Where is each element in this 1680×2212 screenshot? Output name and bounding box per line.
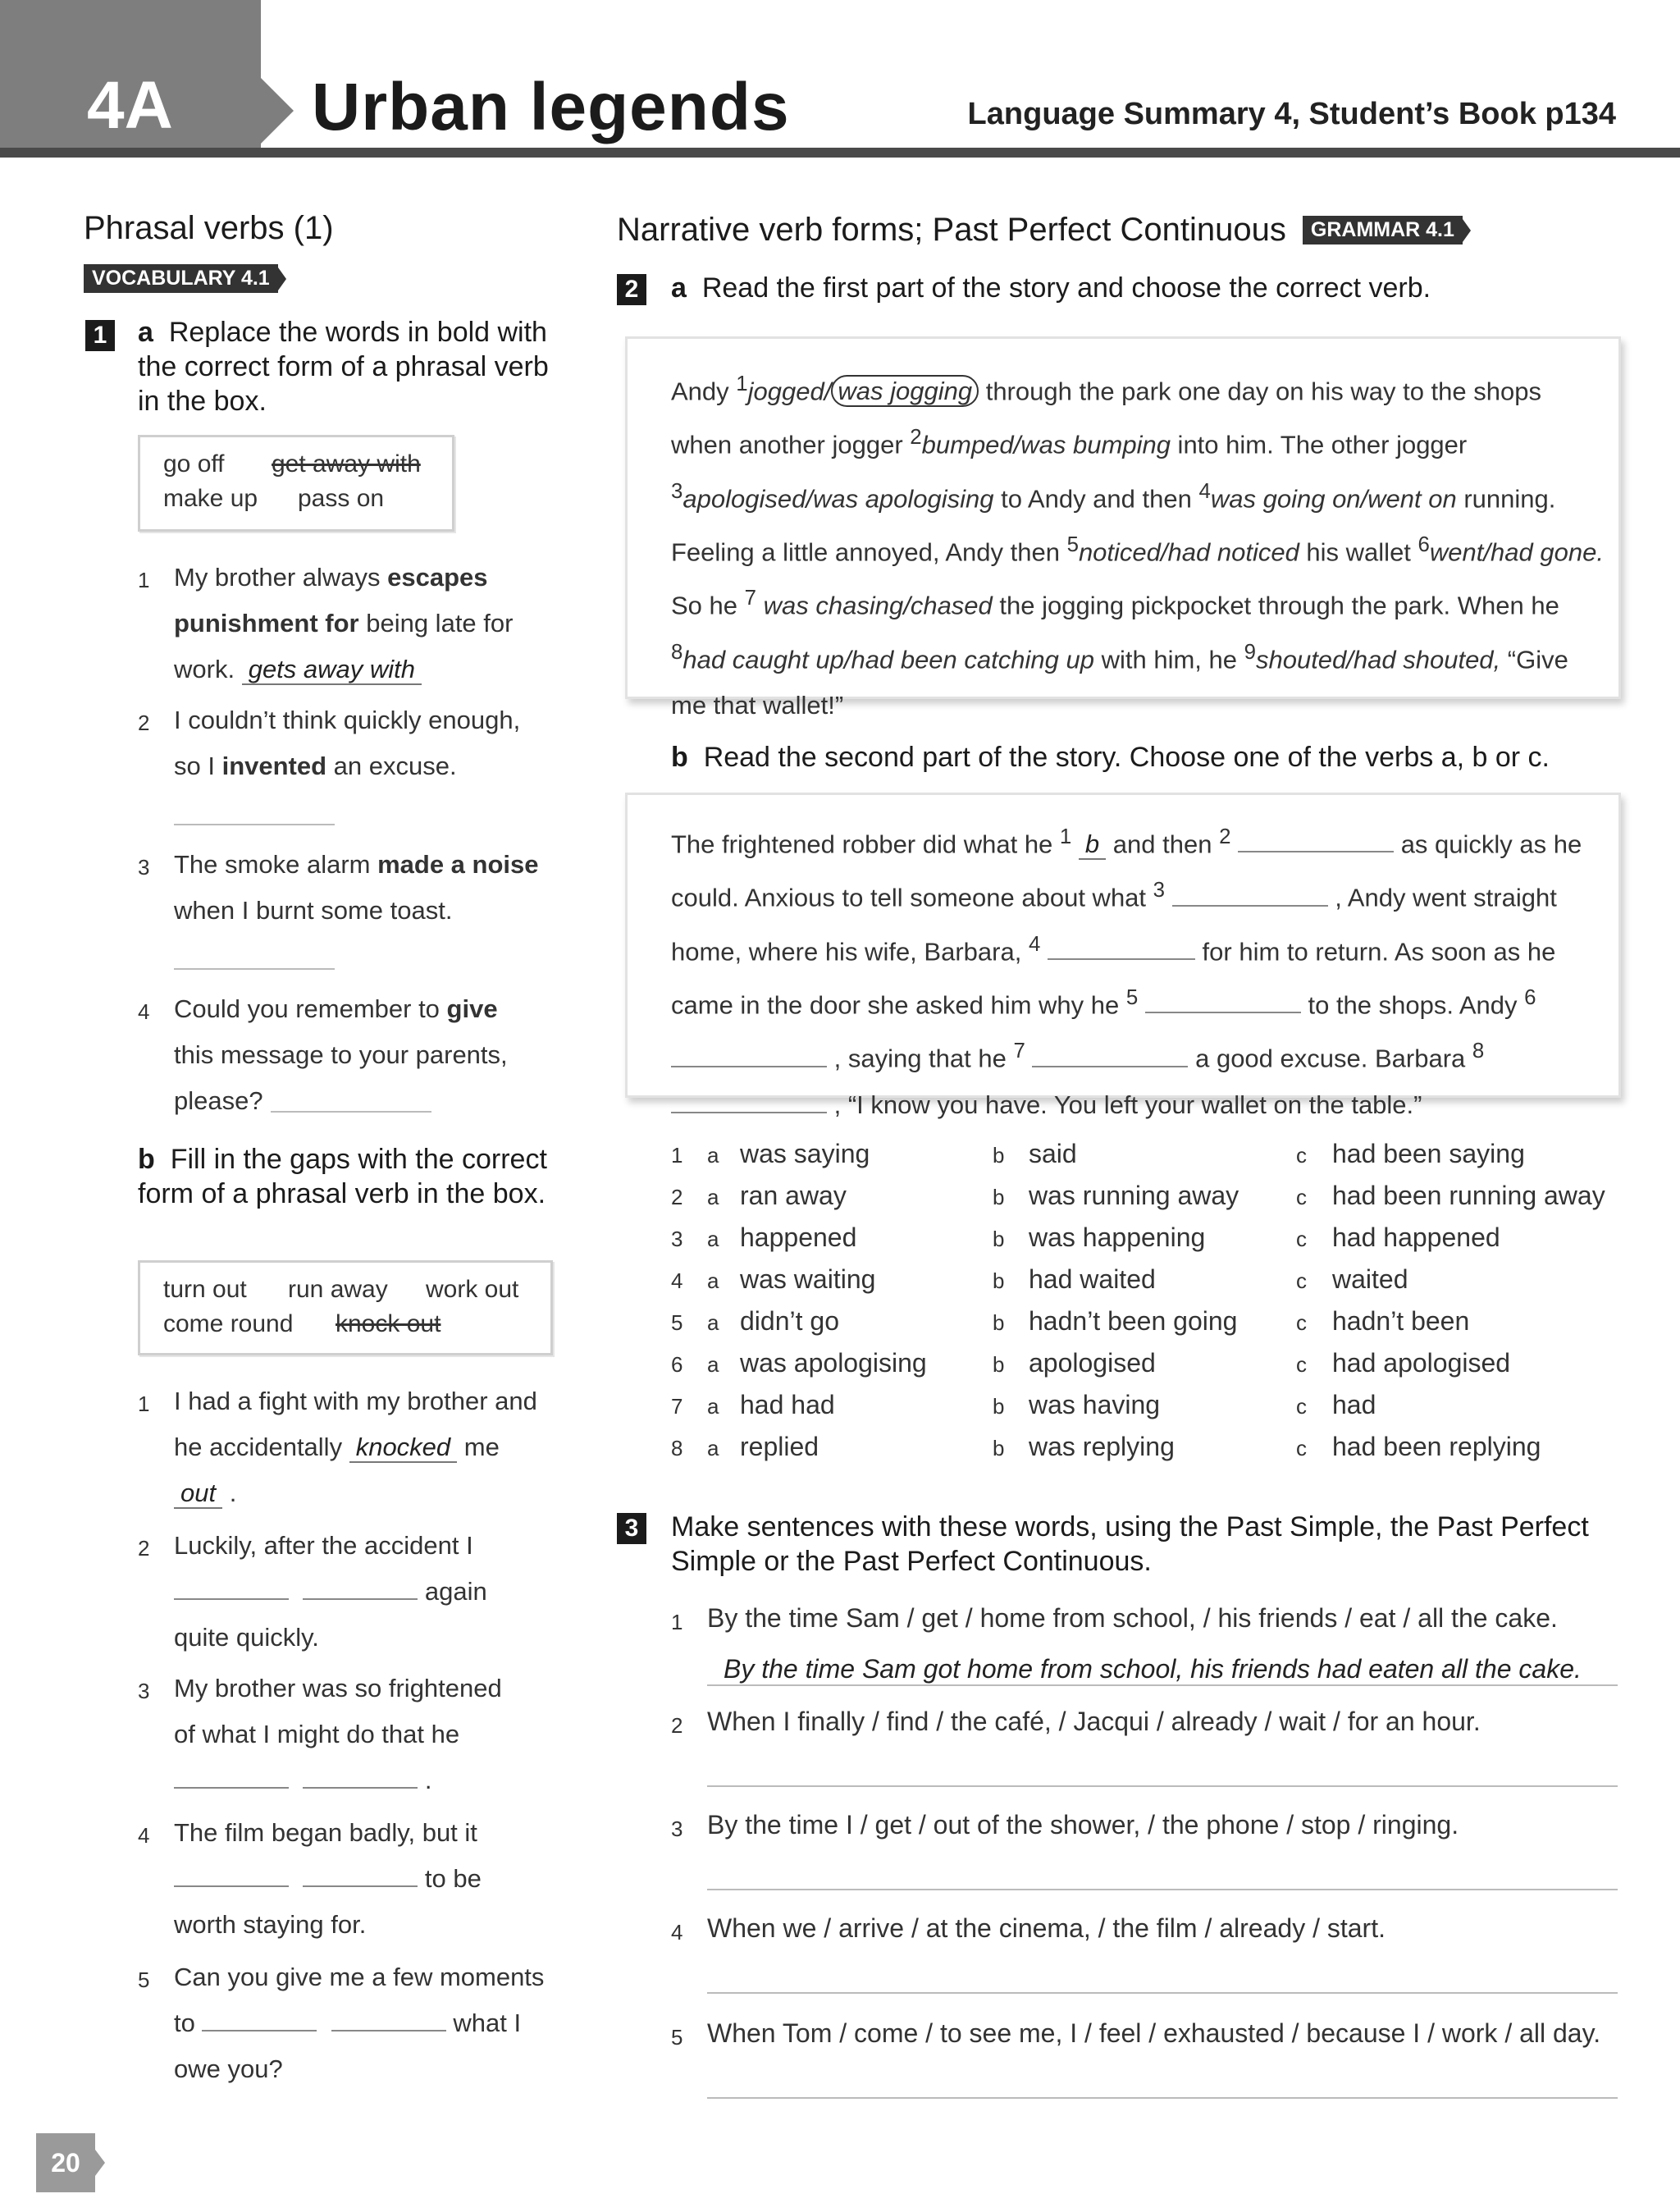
ex1a-text: Replace the words in bold with the correct form of a phrasal verb in the box. xyxy=(138,317,549,417)
word-box-a xyxy=(138,435,454,532)
ex2b-letter: b xyxy=(671,742,688,773)
option-a[interactable]: was apologising xyxy=(740,1348,927,1378)
option-letter-a: a xyxy=(707,1352,719,1377)
option-a[interactable]: had had xyxy=(740,1390,835,1419)
ex3-answer-line[interactable] xyxy=(707,1785,1618,1787)
option-number: 5 xyxy=(671,1310,683,1335)
word-box-a-item: pass on xyxy=(298,485,385,512)
answer-blank[interactable] xyxy=(1238,826,1394,852)
option-letter-c: c xyxy=(1296,1268,1307,1293)
item-text: The smoke alarm xyxy=(174,850,378,879)
option-b[interactable]: said xyxy=(1029,1139,1077,1168)
item-number: 2 xyxy=(138,1536,150,1561)
item-text: I couldn’t think quickly enough, so I xyxy=(174,706,521,780)
item-text: Could you remember to xyxy=(174,994,447,1023)
option-number: 7 xyxy=(671,1394,683,1419)
option-b[interactable]: had waited xyxy=(1029,1264,1156,1294)
item-text: I had a fight with my brother and he accidentally xyxy=(174,1387,537,1461)
item-text: quite quickly. xyxy=(174,1623,319,1652)
exercise-number-3: 3 xyxy=(617,1513,646,1544)
grammar-tag-arrow xyxy=(1463,219,1471,242)
word-box-a-item: go off xyxy=(163,450,225,478)
ex1a-item-4 xyxy=(174,986,527,1124)
item-number: 3 xyxy=(138,855,150,880)
item-number: 1 xyxy=(671,1610,683,1634)
exercise-number-1: 1 xyxy=(85,320,115,351)
ex1b-item-4 xyxy=(174,1810,551,1948)
item-number: 1 xyxy=(138,568,150,592)
page-number-arrow xyxy=(95,2150,105,2176)
word-box-b-item-struck: knock out xyxy=(336,1310,441,1337)
item-number: 3 xyxy=(138,1679,150,1703)
option-letter-c: c xyxy=(1296,1310,1307,1335)
option-a[interactable]: ran away xyxy=(740,1181,847,1210)
ex2a-instruction xyxy=(671,271,1614,305)
option-c[interactable]: had apologised xyxy=(1332,1348,1511,1378)
ex1b-letter: b xyxy=(138,1144,155,1175)
ex3-prompt-5: When Tom / come / to see me, I / feel / exhausted / because I / work / all day. xyxy=(707,2018,1601,2048)
item-text: this message to your parents, please? xyxy=(174,1040,508,1115)
answer-blank[interactable] xyxy=(331,2005,446,2031)
word-box-b-item: turn out xyxy=(163,1276,247,1303)
exercise-number-2: 2 xyxy=(617,274,646,305)
item-text: The film began badly, but it xyxy=(174,1818,477,1847)
option-letter-b: b xyxy=(993,1352,1005,1377)
item-text: being late for work. xyxy=(174,609,514,683)
unit-tab-arrow xyxy=(261,78,294,144)
item-text: an excuse. xyxy=(326,752,457,780)
option-letter-b: b xyxy=(993,1268,1005,1293)
option-c[interactable]: had been running away xyxy=(1332,1181,1605,1210)
word-box-b-item: run away xyxy=(288,1276,388,1303)
option-b[interactable]: was running away xyxy=(1029,1181,1239,1210)
ex1b-instruction xyxy=(138,1142,564,1211)
item-text: . xyxy=(424,1766,432,1794)
answer-knocked[interactable]: knocked xyxy=(349,1433,457,1463)
vocab-section-title: Phrasal verbs (1) xyxy=(84,210,334,246)
answer-blank[interactable] xyxy=(174,1861,289,1887)
item-number: 4 xyxy=(138,999,150,1024)
word-box-a-item-struck: get away with xyxy=(272,450,421,478)
option-letter-c: c xyxy=(1296,1143,1307,1168)
option-letter-a: a xyxy=(707,1394,719,1419)
answer-out[interactable]: out xyxy=(174,1478,222,1509)
ex3-instruction: Make sentences with these words, using the Past Simple, the Past Perfect Simple or the Past Perfect Continuous. xyxy=(671,1511,1589,1577)
item-number: 2 xyxy=(138,711,150,735)
ex3-prompt-3: By the time I / get / out of the shower, / the phone / stop / ringing. xyxy=(707,1810,1459,1840)
answer-blank[interactable] xyxy=(1048,934,1195,960)
ex3-prompt-1: By the time Sam / get / home from school, / his friends / eat / all the cake. xyxy=(707,1603,1558,1633)
option-b[interactable]: apologised xyxy=(1029,1348,1156,1378)
unit-code: 4A xyxy=(87,68,173,143)
unit-title: Urban legends xyxy=(312,70,790,144)
ex1b-item-1 xyxy=(174,1378,551,1516)
option-b[interactable]: hadn’t been going xyxy=(1029,1306,1238,1336)
answer-gets-away-with[interactable]: gets away with xyxy=(242,655,422,685)
option-number: 2 xyxy=(671,1185,683,1209)
ex1a-item-3 xyxy=(174,842,551,934)
answer-blank[interactable] xyxy=(1032,1041,1188,1067)
option-number: 4 xyxy=(671,1268,683,1293)
ex3-prompt-2: When I finally / find / the café, / Jacqui / already / wait / for an hour. xyxy=(707,1707,1481,1736)
item-text: again xyxy=(424,1577,487,1606)
ex1b-item-3 xyxy=(174,1666,551,1803)
word-box-a-item: make up xyxy=(163,485,258,512)
story-part-1: Andy $^1$jogged/ was jogging through the park one day on his way to the shops when another jogger $^2$bumped/was bumping into him. The other jogger $^3$apologised/was apologising to Andy and then $^4$was going on/went on running. Feeling a little annoyed, Andy then $^5$noticed/had noticed his wallet $^6$went/had gone. So he $^7$ was chasing/chased the jogging pickpocket through the park. When he $^8$had caught up/had been catching up with him, he $^9$shouted/had shouted, “Give me that wallet!” xyxy=(671,372,1604,720)
option-letter-a: a xyxy=(707,1310,719,1335)
option-c[interactable]: had been saying xyxy=(1332,1139,1525,1168)
option-number: 8 xyxy=(671,1436,683,1460)
item-bold: give xyxy=(446,994,498,1023)
option-number: 3 xyxy=(671,1227,683,1251)
option-letter-a: a xyxy=(707,1227,719,1251)
item-text: of what I might do that he xyxy=(174,1720,460,1748)
item-text: what I xyxy=(453,2009,522,2037)
ex2a-letter: a xyxy=(671,272,687,304)
grammar-heading xyxy=(617,212,1471,249)
option-letter-c: c xyxy=(1296,1352,1307,1377)
word-box-b-item: come round xyxy=(163,1310,294,1337)
option-a[interactable]: didn’t go xyxy=(740,1306,839,1336)
answer-blank[interactable] xyxy=(202,2005,317,2031)
item-text: . xyxy=(229,1478,237,1507)
item-number: 4 xyxy=(138,1823,150,1848)
item-bold: invented xyxy=(221,752,327,780)
option-letter-a: a xyxy=(707,1436,719,1460)
item-number: 5 xyxy=(671,2025,683,2050)
answer-blank[interactable] xyxy=(174,1574,289,1600)
option-letter-a: a xyxy=(707,1268,719,1293)
option-b[interactable]: was happening xyxy=(1029,1223,1206,1252)
ex2b-text: Read the second part of the story. Choose one of the verbs a, b or c. xyxy=(703,742,1550,773)
item-text: to be xyxy=(424,1864,482,1893)
page-number: 20 xyxy=(36,2133,95,2192)
answer-blank[interactable] xyxy=(174,968,335,970)
vocab-tag-arrow xyxy=(278,267,286,290)
option-a[interactable]: replied xyxy=(740,1432,819,1461)
item-number: 1 xyxy=(138,1392,150,1416)
ex3-answer-1[interactable]: By the time Sam got home from school, his friends had eaten all the cake. xyxy=(707,1654,1618,1686)
ex1b-item-5 xyxy=(174,1954,551,2092)
item-number: 5 xyxy=(138,1967,150,1992)
item-text: when I burnt some toast. xyxy=(174,896,453,925)
option-a[interactable]: was waiting xyxy=(740,1264,876,1294)
option-letter-a: a xyxy=(707,1143,719,1168)
ex1a-item-1 xyxy=(174,555,551,692)
circled-answer: was jogging xyxy=(831,375,979,407)
option-c[interactable]: had xyxy=(1332,1390,1376,1419)
item-text: My brother was so frightened xyxy=(174,1674,502,1702)
option-letter-c: c xyxy=(1296,1227,1307,1251)
item-bold: escapes punishment for xyxy=(174,563,488,638)
answer-blank[interactable] xyxy=(303,1762,418,1789)
item-number: 3 xyxy=(671,1817,683,1841)
item-text: worth staying for. xyxy=(174,1910,367,1939)
ex2a-text: Read the first part of the story and choose the correct verb. xyxy=(701,272,1431,304)
option-a[interactable]: was saying xyxy=(740,1139,870,1168)
word-box-b xyxy=(138,1260,553,1355)
option-number: 6 xyxy=(671,1352,683,1377)
item-text: Can you give me a few moments xyxy=(174,1963,545,1991)
grammar-tag-label: GRAMMAR 4.1 xyxy=(1303,216,1463,245)
ex1a-item-2 xyxy=(174,697,551,789)
ex2b-instruction xyxy=(671,740,1614,775)
item-text: Luckily, after the accident I xyxy=(174,1531,473,1560)
book-reference: Language Summary 4, Student’s Book p134 xyxy=(967,97,1616,131)
option-b[interactable]: was having xyxy=(1029,1390,1161,1419)
answer-blank[interactable] xyxy=(174,824,335,825)
item-text: My brother always xyxy=(174,563,388,592)
ex1b-text: Fill in the gaps with the correct form of a phrasal verb in the box. xyxy=(138,1144,547,1209)
answer-blank[interactable] xyxy=(671,1087,827,1113)
ex1b-item-2 xyxy=(174,1523,551,1661)
item-text: to xyxy=(174,2009,195,2037)
answer-b[interactable]: b xyxy=(1079,830,1106,860)
answer-blank[interactable] xyxy=(671,1041,827,1067)
option-letter-b: b xyxy=(993,1143,1005,1168)
option-letter-c: c xyxy=(1296,1185,1307,1209)
ex3-answer-line[interactable] xyxy=(707,1992,1618,1994)
option-c[interactable]: waited xyxy=(1332,1264,1408,1294)
ex1a-letter: a xyxy=(138,317,153,348)
item-number: 2 xyxy=(671,1713,683,1738)
answer-blank[interactable] xyxy=(271,1111,431,1113)
item-text: me xyxy=(463,1433,500,1461)
option-letter-b: b xyxy=(993,1436,1005,1460)
answer-blank[interactable] xyxy=(1172,880,1328,907)
answer-blank[interactable] xyxy=(174,1762,289,1789)
ex3-prompt-4: When we / arrive / at the cinema, / the film / already / start. xyxy=(707,1913,1386,1943)
option-letter-a: a xyxy=(707,1185,719,1209)
grammar-section-title: Narrative verb forms; Past Perfect Continuous xyxy=(617,212,1286,248)
answer-blank[interactable] xyxy=(303,1861,418,1887)
item-bold: made a noise xyxy=(377,850,539,879)
option-letter-b: b xyxy=(993,1310,1005,1335)
answer-blank[interactable] xyxy=(303,1574,418,1600)
option-letter-b: b xyxy=(993,1185,1005,1209)
verb-options-table xyxy=(671,1139,1614,1462)
word-box-b-item: work out xyxy=(426,1276,519,1303)
vocab-tag-label: VOCABULARY 4.1 xyxy=(84,264,278,293)
option-b[interactable]: was replying xyxy=(1029,1432,1175,1461)
option-c[interactable]: had happened xyxy=(1332,1223,1500,1252)
ex3-answer-line[interactable] xyxy=(707,2097,1618,2099)
item-number: 4 xyxy=(671,1920,683,1945)
item-text: owe you? xyxy=(174,2054,283,2083)
option-a[interactable]: happened xyxy=(740,1223,857,1252)
option-number: 1 xyxy=(671,1143,683,1168)
story-part-2: The frightened robber did what he $^1$ b and then $^2$ as quickly as he could. Anxious to tell someone about what $^3$ , Andy went straight home, where his wife, Barbara, $^4$ for him to return. As soon as he came in the door she asked him why he $^5$ to the shops. Andy $^6$ , saying that he $^7$ a good excuse. Barbara $^8$ , “I know you have. You left your wallet on the table.” xyxy=(671,825,1582,1119)
option-c[interactable]: hadn’t been xyxy=(1332,1306,1470,1336)
option-letter-c: c xyxy=(1296,1436,1307,1460)
header-rule xyxy=(0,148,1680,158)
ex1a-instruction xyxy=(138,315,564,418)
option-letter-b: b xyxy=(993,1227,1005,1251)
ex3-answer-line[interactable] xyxy=(707,1889,1618,1890)
vocab-tag xyxy=(84,264,286,293)
option-letter-b: b xyxy=(993,1394,1005,1419)
answer-blank[interactable] xyxy=(1145,987,1301,1013)
option-c[interactable]: had been replying xyxy=(1332,1432,1541,1461)
option-letter-c: c xyxy=(1296,1394,1307,1419)
